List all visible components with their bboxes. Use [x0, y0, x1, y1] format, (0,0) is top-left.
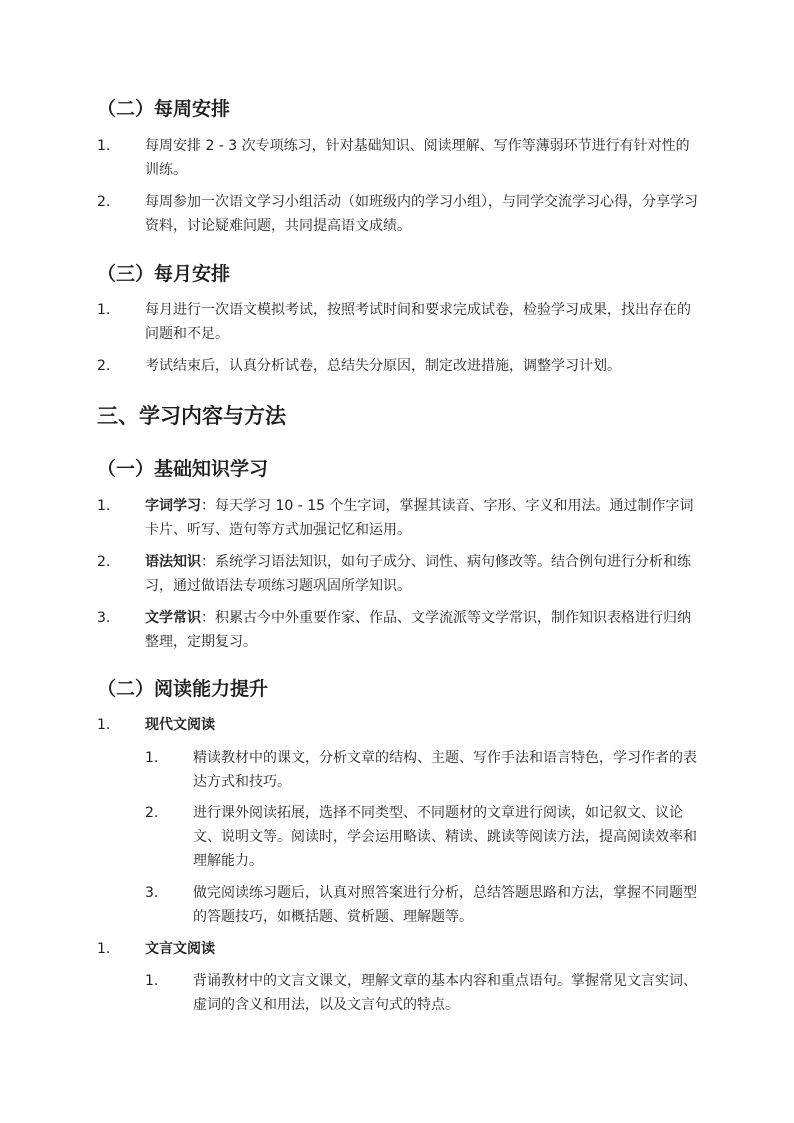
list-number: 2.	[97, 554, 111, 570]
item-label: 现代文阅读	[145, 717, 215, 733]
list-number: 1.	[97, 941, 111, 957]
item-label: 文学常识	[145, 610, 201, 626]
list-number: 2.	[97, 194, 111, 210]
section-heading-basic: （一）基础知识学习	[97, 458, 269, 480]
list-text	[145, 937, 701, 961]
item-label: 语法知识	[145, 554, 201, 570]
list-number: 3.	[145, 885, 159, 901]
item-body: ：积累古今中外重要作家、作品、文学流派等文学常识，制作知识表格进行归纳整理，定期复习。	[145, 610, 691, 650]
list-text	[145, 494, 701, 542]
list-text: 每周参加一次语文学习小组活动（如班级内的学习小组），与同学交流学习心得，分享学习资料，讨论疑难问题，共同提高语文成绩。	[145, 194, 698, 234]
list-text: 进行课外阅读拓展，选择不同类型、不同题材的文章进行阅读，如记叙文、议论文、说明文等。阅读时，学会运用略读、精读、跳读等阅读方法，提高阅读效率和理解能力。	[193, 805, 697, 869]
list-text: 背诵教材中的文言文课文，理解文章的基本内容和重点语句。掌握常见文言实词、虚词的含义和用法，以及文言句式的特点。	[193, 973, 697, 1013]
chapter-heading-content: 三、学习内容与方法	[97, 404, 286, 428]
list-number: 2.	[97, 358, 111, 374]
list-number: 1.	[97, 302, 111, 318]
list-text	[145, 713, 701, 737]
list-text: 每月进行一次语文模拟考试，按照考试时间和要求完成试卷，检验学习成果，找出存在的问题和不足。	[145, 302, 691, 342]
item-body: ：每天学习 10 - 15 个生字词，掌握其读音、字形、字义和用法。通过制作字词卡片、听写、造句等方式加强记忆和运用。	[145, 498, 694, 538]
item-label: 字词学习	[145, 498, 201, 514]
list-text: 做完阅读练习题后，认真对照答案进行分析，总结答题思路和方法，掌握不同题型的答题技巧，如概括题、赏析题、理解题等。	[193, 885, 697, 925]
list-number: 1.	[145, 973, 159, 989]
list-text	[145, 550, 701, 598]
section-heading-reading: （二）阅读能力提升	[97, 678, 269, 700]
section-heading-weekly: （二）每周安排	[97, 98, 231, 120]
list-number: 1.	[97, 138, 111, 154]
list-text	[145, 606, 701, 654]
list-number: 3.	[97, 610, 111, 626]
list-number: 1.	[97, 498, 111, 514]
list-text: 精读教材中的课文，分析文章的结构、主题、写作手法和语言特色，学习作者的表达方式和技巧。	[193, 750, 697, 790]
list-number: 1.	[97, 717, 111, 733]
section-heading-monthly: （三）每月安排	[97, 263, 231, 285]
list-text: 考试结束后，认真分析试卷，总结失分原因，制定改进措施，调整学习计划。	[145, 358, 621, 374]
list-number: 1.	[145, 750, 159, 766]
item-body: ：系统学习语法知识，如句子成分、词性、病句修改等。结合例句进行分析和练习，通过做语法专项练习题巩固所学知识。	[145, 554, 691, 594]
item-label: 文言文阅读	[145, 941, 215, 957]
list-text: 每周安排 2 - 3 次专项练习，针对基础知识、阅读理解、写作等薄弱环节进行有针对性的训练。	[145, 138, 690, 178]
list-number: 2.	[145, 805, 159, 821]
